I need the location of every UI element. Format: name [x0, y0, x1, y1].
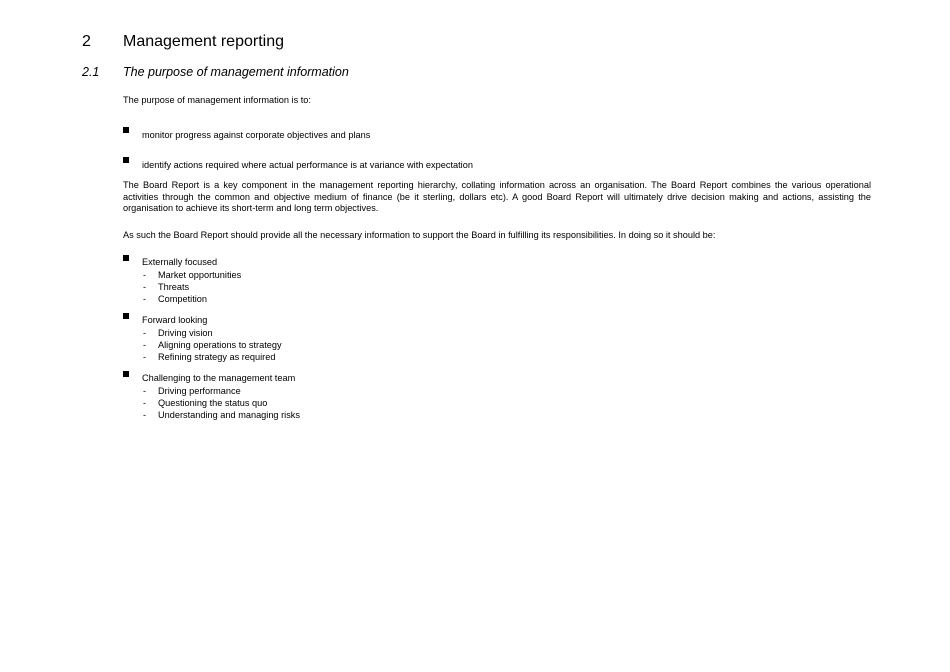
square-bullet-icon — [123, 157, 129, 163]
bullet-text: monitor progress against corporate objectives and plans — [142, 130, 371, 140]
square-bullet-icon — [123, 127, 129, 133]
subsection-title: The purpose of management information — [123, 65, 349, 79]
subsection-number: 2.1 — [82, 65, 100, 79]
document-page: 2 Management reporting 2.1 The purpose of management information The purpose of management information is to: monitor progress against corporate objectives and plans identify actions required where actual performance is at variance with expectation The Board Report is a key component in the management reporting hierarchy, collating information across an organisation. The Board Report combines the various operational activities through the common and objective medium of finance (be it sterling, dollars etc). A good Board Report will ultimately drive decision making and actions, assisting the organisation to achieve its short-term and long term objectives. As such the Board Report should provide all the necessary information to support the Board in fulfilling its responsibilities. In doing so it should be: Externally focused - Market opportunities - Threats - Competition Forward looking - Driving vision - Aligning operations to strategy - Refining strategy as required Challenging to the management team - Driving performance - Questioning the status quo - Understanding and managing risks — [82, 33, 871, 420]
board-report-paragraph: The Board Report is a key component in the management reporting hierarchy, collating information across an organisation. The Board Report combines the various operational activities through the common and objective medium of finance (be it sterling, dollars etc). A good Board Report will ultimately drive decision making and actions, assisting the organisation to achieve its short-term and long term objectives. — [123, 180, 871, 214]
quality-label: Externally focused — [142, 257, 218, 267]
square-bullet-icon — [123, 255, 129, 261]
section-number: 2 — [82, 33, 91, 50]
bullet-text: identify actions required where actual performance is at variance with expectation — [142, 160, 473, 170]
should-be-paragraph: As such the Board Report should provide all the necessary information to support the Board in fulfilling its responsibilities. In doing so it should be: — [123, 230, 716, 240]
quality-label: Forward looking — [142, 315, 208, 325]
quality-label: Challenging to the management team — [142, 373, 296, 383]
intro-paragraph: The purpose of management information is to: — [123, 95, 311, 105]
square-bullet-icon — [123, 313, 129, 319]
section-title: Management reporting — [123, 33, 284, 50]
square-bullet-icon — [123, 371, 129, 377]
